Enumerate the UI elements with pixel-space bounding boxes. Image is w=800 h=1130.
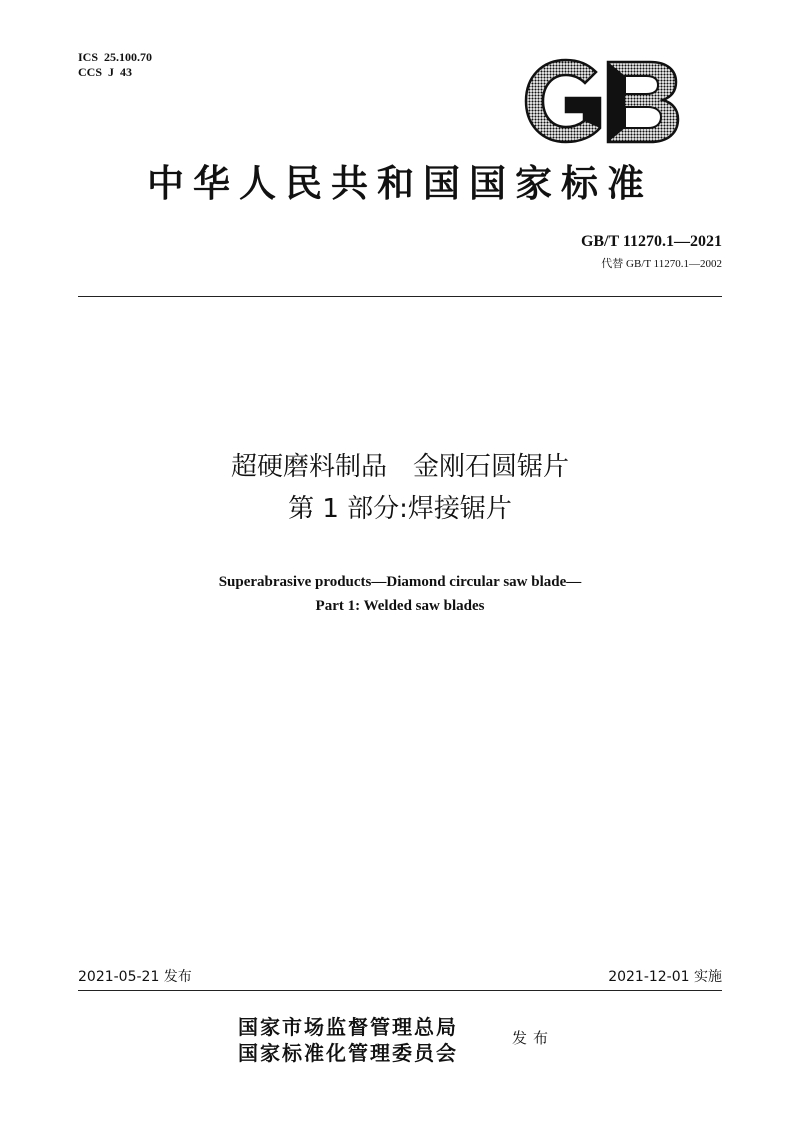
chinese-title bbox=[0, 446, 800, 530]
publishers bbox=[238, 1014, 458, 1066]
chinese-title-line-2: 第 1 部分:焊接锯片 bbox=[288, 494, 512, 524]
publisher-sac: 国家标准化管理委员会 bbox=[238, 1041, 458, 1065]
top-divider bbox=[78, 296, 722, 297]
publish-label: 发布 bbox=[512, 1029, 555, 1047]
replaces-standard: 代替 GB/T 11270.1—2002 bbox=[601, 258, 722, 270]
chinese-title-line-1: 超硬磨料制品 金刚石圆锯片 bbox=[230, 452, 569, 482]
english-title bbox=[0, 570, 800, 618]
standard-number: GB/T 11270.1—2021 bbox=[580, 233, 722, 250]
english-title-line-1: Superabrasive products—Diamond circular saw blade— bbox=[218, 574, 582, 590]
gb-logo-icon bbox=[522, 58, 680, 144]
classification-codes bbox=[78, 50, 152, 80]
ccs-code: CCS J 43 bbox=[78, 65, 133, 79]
standard-number-block bbox=[581, 232, 722, 272]
publisher-samr: 国家市场监督管理总局 bbox=[238, 1015, 458, 1039]
implement-date: 2021-12-01 实施 bbox=[608, 969, 722, 985]
english-title-line-2: Part 1: Welded saw blades bbox=[315, 598, 485, 614]
ics-code: ICS 25.100.70 bbox=[78, 50, 153, 64]
bottom-divider bbox=[78, 990, 722, 991]
national-standard-title: 中华人民共和国国家标准 bbox=[147, 161, 653, 205]
issue-date: 2021-05-21 发布 bbox=[78, 969, 192, 985]
